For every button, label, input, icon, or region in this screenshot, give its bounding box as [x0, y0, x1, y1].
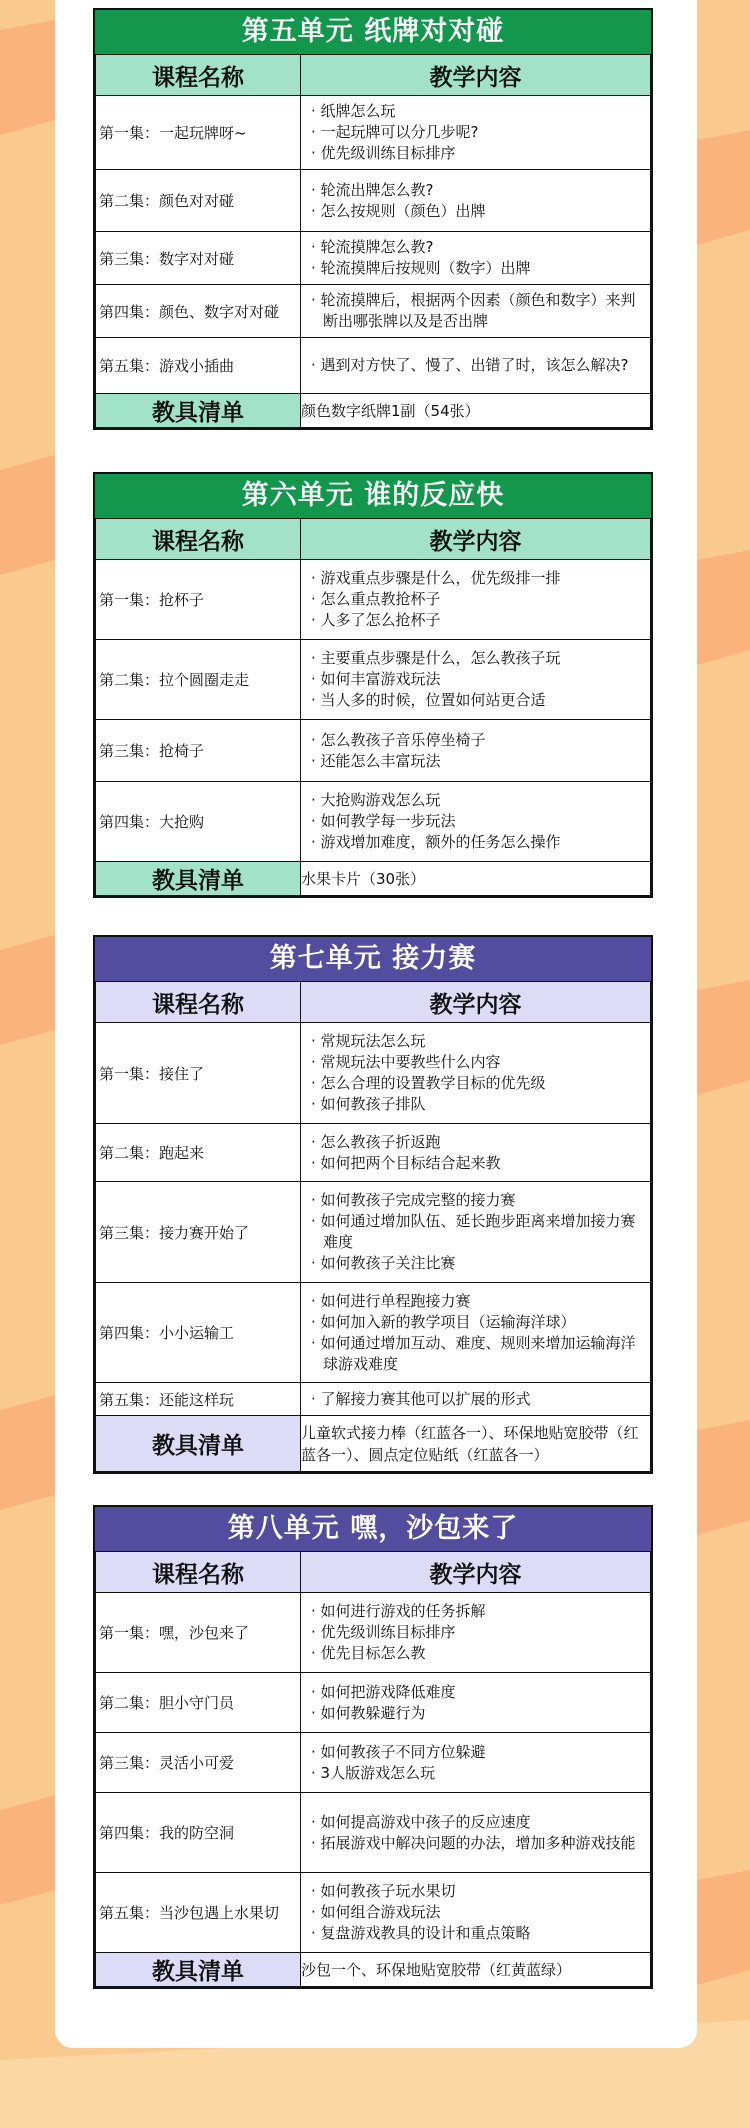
lesson-content	[301, 1673, 651, 1733]
column-header-content: 教学内容	[301, 1552, 651, 1593]
list-item: · 怎么教孩子折返跑	[311, 1132, 644, 1153]
list-item: · 如何提高游戏中孩子的反应速度	[311, 1812, 644, 1833]
tools-label: 教具清单	[96, 862, 301, 896]
list-item: · 如何丰富游戏玩法	[311, 669, 644, 690]
list-item: · 常规玩法怎么玩	[311, 1031, 644, 1052]
lesson-content	[301, 1873, 651, 1953]
tools-label: 教具清单	[96, 1416, 301, 1472]
list-item: · 轮流摸牌后按规则（数字）出牌	[311, 258, 644, 279]
list-item: · 优先目标怎么教	[311, 1643, 644, 1664]
list-item: · 游戏重点步骤是什么，优先级排一排	[311, 568, 644, 589]
table-row	[96, 170, 651, 232]
list-item: · 人多了怎么抢杯子	[311, 610, 644, 631]
unit-7-table	[93, 935, 653, 1474]
lesson-content	[301, 1283, 651, 1383]
table-row	[96, 720, 651, 782]
lesson-content	[301, 1733, 651, 1793]
lesson-content	[301, 232, 651, 285]
tools-label: 教具清单	[96, 394, 301, 428]
list-item: · 如何通过增加互动、难度、规则来增加运输海洋球游戏难度	[311, 1333, 644, 1375]
unit-title: 第七单元 接力赛	[95, 937, 651, 981]
list-item: · 如何教躲避行为	[311, 1703, 644, 1724]
list-item: · 如何教孩子不同方位躲避	[311, 1742, 644, 1763]
unit-6-table	[93, 472, 653, 898]
list-item: · 如何进行游戏的任务拆解	[311, 1601, 644, 1622]
table-row	[96, 232, 651, 285]
table-row	[96, 1182, 651, 1283]
list-item: · 如何把游戏降低难度	[311, 1682, 644, 1703]
tools-row	[96, 1953, 651, 1987]
table-row	[96, 96, 651, 170]
lesson-name: 第二集：拉个圆圈走走	[96, 640, 301, 720]
column-header-course: 课程名称	[96, 519, 301, 560]
list-item: · 优先级训练目标排序	[311, 1622, 644, 1643]
list-item: · 一起玩牌可以分几步呢?	[311, 122, 644, 143]
lesson-content	[301, 285, 651, 338]
table-row	[96, 1873, 651, 1953]
table-row	[96, 1023, 651, 1124]
lesson-name: 第二集：跑起来	[96, 1124, 301, 1182]
lesson-name: 第三集：数字对对碰	[96, 232, 301, 285]
lesson-content	[301, 170, 651, 232]
list-item: · 如何加入新的教学项目（运输海洋球）	[311, 1312, 644, 1333]
list-item: · 还能怎么丰富玩法	[311, 751, 644, 772]
table-row	[96, 1124, 651, 1182]
table-row	[96, 285, 651, 338]
lesson-content	[301, 640, 651, 720]
lesson-name: 第一集：接住了	[96, 1023, 301, 1124]
list-item: · 如何教学每一步玩法	[311, 811, 644, 832]
lesson-content	[301, 1793, 651, 1873]
lesson-content	[301, 782, 651, 862]
table-row	[96, 1793, 651, 1873]
list-item: · 轮流摸牌后，根据两个因素（颜色和数字）来判断出哪张牌以及是否出牌	[311, 290, 644, 332]
tools-list: 沙包一个、环保地贴宽胶带（红黄蓝绿）	[301, 1953, 651, 1987]
column-header-content: 教学内容	[301, 519, 651, 560]
list-item: · 优先级训练目标排序	[311, 143, 644, 164]
unit-5-table	[93, 8, 653, 430]
list-item: · 如何进行单程跑接力赛	[311, 1291, 644, 1312]
table-row	[96, 1283, 651, 1383]
list-item: · 轮流出牌怎么教?	[311, 180, 644, 201]
table-row	[96, 560, 651, 640]
lesson-name: 第一集：一起玩牌呀~	[96, 96, 301, 170]
column-header-content: 教学内容	[301, 55, 651, 96]
tools-label: 教具清单	[96, 1953, 301, 1987]
lesson-name: 第一集：抢杯子	[96, 560, 301, 640]
column-header-course: 课程名称	[96, 55, 301, 96]
lesson-content	[301, 338, 651, 394]
table-row	[96, 1733, 651, 1793]
list-item: · 如何教孩子玩水果切	[311, 1881, 644, 1902]
lesson-name: 第四集：大抢购	[96, 782, 301, 862]
lesson-name: 第三集：灵活小可爱	[96, 1733, 301, 1793]
tools-row	[96, 394, 651, 428]
list-item: · 轮流摸牌怎么教?	[311, 237, 644, 258]
lesson-content	[301, 1124, 651, 1182]
list-item: · 大抢购游戏怎么玩	[311, 790, 644, 811]
tools-row	[96, 1416, 651, 1472]
lesson-name: 第四集：颜色、数字对对碰	[96, 285, 301, 338]
list-item: · 如何教孩子排队	[311, 1094, 644, 1115]
table-row	[96, 1383, 651, 1416]
unit-title: 第五单元 纸牌对对碰	[95, 10, 651, 54]
lesson-name: 第五集：还能这样玩	[96, 1383, 301, 1416]
list-item: · 纸牌怎么玩	[311, 101, 644, 122]
lesson-content	[301, 560, 651, 640]
unit-title: 第六单元 谁的反应快	[95, 474, 651, 518]
list-item: · 如何通过增加队伍、延长跑步距离来增加接力赛难度	[311, 1211, 644, 1253]
table-row	[96, 338, 651, 394]
tools-list: 水果卡片（30张）	[301, 862, 651, 896]
table-row	[96, 640, 651, 720]
lesson-content	[301, 1182, 651, 1283]
list-item: · 常规玩法中要教些什么内容	[311, 1052, 644, 1073]
tools-row	[96, 862, 651, 896]
lesson-content	[301, 1593, 651, 1673]
table-row	[96, 1673, 651, 1733]
list-item: · 怎么合理的设置教学目标的优先级	[311, 1073, 644, 1094]
list-item: · 当人多的时候，位置如何站更合适	[311, 690, 644, 711]
lesson-content	[301, 720, 651, 782]
list-item: · 复盘游戏教具的设计和重点策略	[311, 1923, 644, 1944]
column-header-content: 教学内容	[301, 982, 651, 1023]
lesson-name: 第四集：小小运输工	[96, 1283, 301, 1383]
lesson-name: 第三集：抢椅子	[96, 720, 301, 782]
lesson-content	[301, 1023, 651, 1124]
tools-list: 儿童软式接力棒（红蓝各一）、环保地贴宽胶带（红蓝各一）、圆点定位贴纸（红蓝各一）	[301, 1416, 651, 1472]
lesson-content	[301, 1383, 651, 1416]
tools-list: 颜色数字纸牌1副（54张）	[301, 394, 651, 428]
lesson-name: 第五集：游戏小插曲	[96, 338, 301, 394]
list-item: · 如何教孩子关注比赛	[311, 1253, 644, 1274]
list-item: · 如何组合游戏玩法	[311, 1902, 644, 1923]
unit-8-table	[93, 1505, 653, 1989]
lesson-name: 第一集：嘿，沙包来了	[96, 1593, 301, 1673]
lesson-name: 第三集：接力赛开始了	[96, 1182, 301, 1283]
column-header-course: 课程名称	[96, 982, 301, 1023]
lesson-content	[301, 96, 651, 170]
unit-title: 第八单元 嘿，沙包来了	[95, 1507, 651, 1551]
lesson-name: 第五集：当沙包遇上水果切	[96, 1873, 301, 1953]
list-item: · 主要重点步骤是什么，怎么教孩子玩	[311, 648, 644, 669]
column-header-course: 课程名称	[96, 1552, 301, 1593]
list-item: · 3人版游戏怎么玩	[311, 1763, 644, 1784]
table-row	[96, 1593, 651, 1673]
list-item: · 了解接力赛其他可以扩展的形式	[311, 1389, 644, 1410]
list-item: · 拓展游戏中解决问题的办法，增加多种游戏技能	[311, 1833, 644, 1854]
list-item: · 怎么教孩子音乐停坐椅子	[311, 730, 644, 751]
lesson-name: 第四集：我的防空洞	[96, 1793, 301, 1873]
lesson-name: 第二集：胆小守门员	[96, 1673, 301, 1733]
list-item: · 游戏增加难度，额外的任务怎么操作	[311, 832, 644, 853]
table-row	[96, 782, 651, 862]
list-item: · 怎么重点教抢杯子	[311, 589, 644, 610]
list-item: · 怎么按规则（颜色）出牌	[311, 201, 644, 222]
list-item: · 如何把两个目标结合起来教	[311, 1153, 644, 1174]
list-item: · 如何教孩子完成完整的接力赛	[311, 1190, 644, 1211]
list-item: · 遇到对方快了、慢了、出错了时，该怎么解决?	[311, 355, 644, 376]
lesson-name: 第二集：颜色对对碰	[96, 170, 301, 232]
